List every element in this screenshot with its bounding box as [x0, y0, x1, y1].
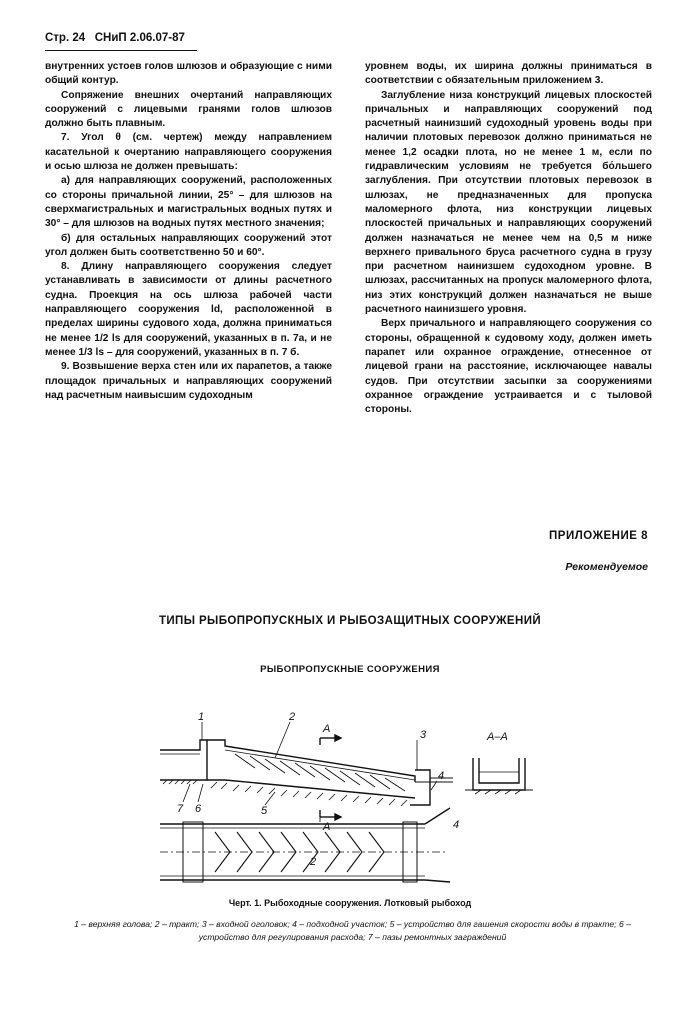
header-rule: [45, 50, 197, 51]
callout-6: 6: [195, 803, 202, 815]
callout-3: 3: [420, 729, 427, 741]
paragraph: 7. Угол θ (см. чертеж) между направлением касательной к очертанию направляющего сооружения и осью шлюза не должен превышать:: [45, 132, 332, 173]
paragraph: Верх причального и направляющего сооружения со стороны, обращенной к судовому ходу, должен иметь парапет или охранное ограждение, отнесенное от лицевой грани на расстояние, исключающее навалы судов. При отсутствии засыпки за сооружениями охранное ограждение устраивается и с тыловой стороны.: [365, 318, 652, 416]
figure-legend: 1 – верхняя голова; 2 – тракт; 3 – входной оголовок; 4 – подходной участок; 5 – устройство для гашения скорости воды в тракте; 6 – устройство для регулирования расхода; 7 – пазы ремонтных заграждений: [74, 919, 631, 942]
paragraph: Заглубление низа конструкций лицевых плоскостей причальных и направляющих сооружений под расчетный наинизший судоходный уровень воды при наличии плотовых перевозок должно приниматься не менее 1,2 осадки плота, но не менее 1 м, если по гидравлическим условиям не требуется бо́льшего заглубления. При отсутствии плотовых перевозок в шлюзах, не предназначенных для пропуска маломерного флота, низ конструкции лицевых плоскостей причальных и направляющих сооружений должен назначаться не менее чем на 0,5 м ниже верхнего привального бруса расчетного судна в грузу при расчетном наинизшем судоходном уровне. В шлюзах, рассчитанных на пропуск маломерного флота, низ этих конструкций должен назначаться не выше расчетного наинизшего уровня.: [365, 89, 652, 316]
paragraph: б) для остальных направляющих сооружений этот угол должен быть соответственно 50 и 60°.: [45, 232, 332, 258]
paragraph: 8. Длину направляющего сооружения следует устанавливать в зависимости от длины расчетного судна. Проекция на ось шлюза рабочей части направляющего сооружения ld, расположенной в пределах ширины судового хода, должна приниматься не менее 1/2 ls для сооружений, указанных в п. 7а, и не менее 1/3 ls – для сооружений, указанных в п. 7 б.: [45, 261, 332, 358]
profile-view: [160, 722, 453, 820]
page-header: [45, 32, 185, 44]
plan-view: [160, 808, 450, 882]
plan-callout-2: 2: [310, 856, 317, 868]
callout-4: 4: [438, 770, 445, 782]
cut-label-top: А: [323, 723, 331, 735]
section-label: А–А: [487, 731, 508, 743]
figure-caption: Черт. 1. Рыбоходные сооружения. Лотковый рыбоход: [228, 898, 472, 908]
paragraph: уровнем воды, их ширина должны приниматься в соответствии с обязательным приложением 3.: [365, 61, 652, 87]
paragraph: внутренних устоев голов шлюзов и образующие с ними общий контур.: [45, 61, 332, 87]
main-title: ТИПЫ РЫБОПРОПУСКНЫХ И РЫБОЗАЩИТНЫХ СООРУЖЕНИЙ: [158, 615, 542, 627]
callout-1: 1: [198, 711, 205, 723]
callout-7: 7: [177, 803, 184, 815]
paragraph: 9. Возвышение верха стен или их парапетов, а также площадок причальных и направляющих сооружений над расчетным наивысшим судоходным: [45, 361, 332, 401]
appendix-status: Рекомендуемое: [565, 561, 648, 573]
cut-label-bottom: А: [323, 821, 331, 833]
plan-callout-4: 4: [453, 819, 460, 831]
paragraph: а) для направляющих сооружений, расположенных со стороны причальной линии, 25° – для шлюзов на сверхмагистральных и магистральных водных путях и 30° – для шлюзов на водных путях местного значения;: [45, 175, 332, 230]
section-title: РЫБОПРОПУСКНЫЕ СООРУЖЕНИЯ: [260, 664, 440, 675]
callout-5: 5: [261, 805, 268, 817]
right-column: [365, 60, 652, 417]
paragraph: Сопряжение внешних очертаний направляющих сооружений с лицевыми гранями голов шлюзов должно быть плавным.: [45, 89, 332, 130]
callout-2: 2: [289, 711, 296, 723]
fish-passage-drawing: [155, 710, 575, 890]
page-number: Стр. 24: [45, 32, 86, 44]
appendix-title: ПРИЛОЖЕНИЕ 8: [549, 530, 648, 542]
document-code: СНиП 2.06.07-87: [94, 32, 185, 44]
left-column: [45, 60, 332, 403]
section-view: [465, 758, 533, 794]
